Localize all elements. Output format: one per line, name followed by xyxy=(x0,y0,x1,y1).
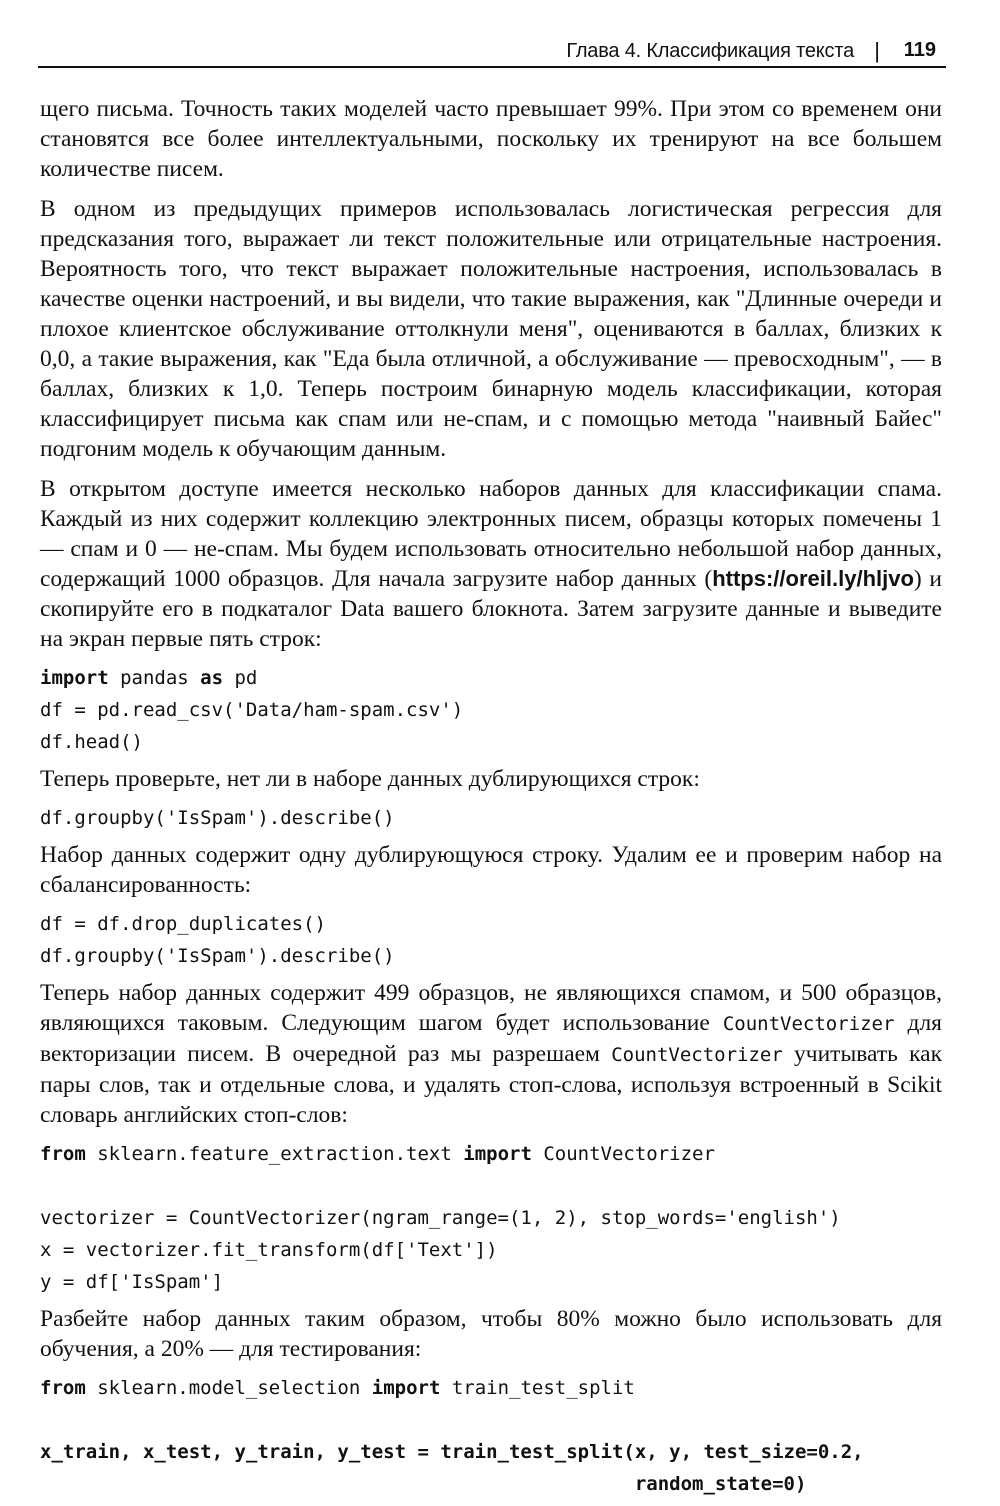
code-line-train-test-split: x_train, x_test, y_train, y_test = train_test_split(x, y, test_size=0.2, xyxy=(40,1441,864,1463)
code-keyword: from xyxy=(40,1143,86,1165)
code-text: CountVectorizer xyxy=(531,1143,715,1165)
inline-code-countvectorizer: CountVectorizer xyxy=(722,1013,895,1035)
code-line-groupby-2: df.groupby('IsSpam').describe() xyxy=(40,945,395,967)
paragraph-6-text-a: Теперь набор данных содержит 499 образцов, не являющихся спамом, и 500 образцов, являющихся таковым. Следующим шагом будет использование xyxy=(40,980,942,1036)
code-line-drop-duplicates: df = df.drop_duplicates() xyxy=(40,913,326,935)
paragraph-5: Набор данных содержит одну дублирующуюся строку. Удалим ее и проверим набор на сбалансированность: xyxy=(40,842,942,898)
code-keyword: from xyxy=(40,1377,86,1399)
code-block-split xyxy=(40,1372,942,1500)
paragraph-7: Разбейте набор данных таким образом, чтобы 80% можно было использовать для обучения, а 20% — для тестирования: xyxy=(40,1306,942,1362)
paragraph-4: Теперь проверьте, нет ли в наборе данных дублирующихся строк: xyxy=(40,766,700,792)
code-keyword: import xyxy=(40,667,109,689)
running-header xyxy=(38,36,946,68)
paragraph-6-text-c: учитывать как пары слов, так и отдельные слова, и удалять стоп-слова, используя встроенный в Scikit словарь английских стоп-слов: xyxy=(40,1041,942,1128)
paragraph-6-text-b: для векторизации писем. В очередной раз мы разрешаем xyxy=(40,1010,942,1067)
code-line-groupby-1: df.groupby('IsSpam').describe() xyxy=(40,807,395,829)
paragraph-3-text-b: ) и скопируйте его в подкаталог Data вашего блокнота. Затем загрузите данные и выведите на экран первые пять строк: xyxy=(40,566,942,652)
header-separator: | xyxy=(874,38,880,63)
code-line-random-state: random_state=0) xyxy=(40,1473,807,1495)
dataset-link[interactable]: https://oreil.ly/hljvo xyxy=(712,566,914,591)
code-text: train_test_split xyxy=(440,1377,635,1399)
page-number: 119 xyxy=(903,39,936,61)
paragraph-2: В одном из предыдущих примеров использовалась логистическая регрессия для предсказания того, выражает ли текст положительные или отрицательные настроения. Вероятность того, что текст выражает положительные настроения, использовалась в качестве оценки настроений, и вы видели, что такие выражения, как "Длинные очереди и плохое клиентское обслуживание оттолкнули меня", оцениваются в баллах, близких к 0,0, а такие выражения, как "Еда была отличной, а обслуживание — превосходным", — в баллах, близких к 1,0. Теперь построим бинарную модель классификации, которая классифицирует письма как спам или не-спам, и с помощью метода "наивный Байес" подгоним модель к обучающим данным. xyxy=(40,196,942,462)
chapter-title: Глава 4. Классификация текста xyxy=(566,40,854,62)
code-block-dedupe xyxy=(40,908,942,972)
paragraph-1: щего письма. Точность таких моделей часто превышает 99%. При этом со временем они становятся все более интеллектуальными, поскольку их тренируют на все большем количестве писем. xyxy=(40,96,942,182)
code-keyword: import xyxy=(463,1143,532,1165)
inline-code-countvectorizer: CountVectorizer xyxy=(611,1044,783,1066)
code-text: sklearn.model_selection xyxy=(85,1377,372,1399)
paragraph-3 xyxy=(40,474,942,654)
code-text: sklearn.feature_extraction.text xyxy=(85,1143,464,1165)
code-line-import-pandas xyxy=(40,662,942,758)
page-body xyxy=(40,94,942,1506)
code-line-read-csv: df = pd.read_csv('Data/ham-spam.csv') xyxy=(40,699,464,721)
code-line-vectorizer: vectorizer = CountVectorizer(ngram_range=(1, 2), stop_words='english') xyxy=(40,1207,841,1229)
code-line-target: y = df['IsSpam'] xyxy=(40,1271,224,1293)
paragraph-6 xyxy=(40,978,942,1130)
code-keyword: import xyxy=(371,1377,441,1399)
code-line-head: df.head() xyxy=(40,731,143,753)
code-block-vectorizer xyxy=(40,1138,942,1298)
code-keyword: as xyxy=(200,667,224,689)
code-line-fit-transform: x = vectorizer.fit_transform(df['Text']) xyxy=(40,1239,498,1261)
paragraph-3-text-a: В открытом доступе имеется несколько наборов данных для классификации спама. Каждый из них содержит коллекцию электронных писем, образцы которых помечены 1 — спам и 0 — не-спам. Мы будем использовать относительно небольшой набор данных, содержащий 1000 образцов. Для начала загрузите набор данных ( xyxy=(40,476,942,592)
code-text: pd xyxy=(223,667,258,689)
code-text: pandas xyxy=(108,667,201,689)
